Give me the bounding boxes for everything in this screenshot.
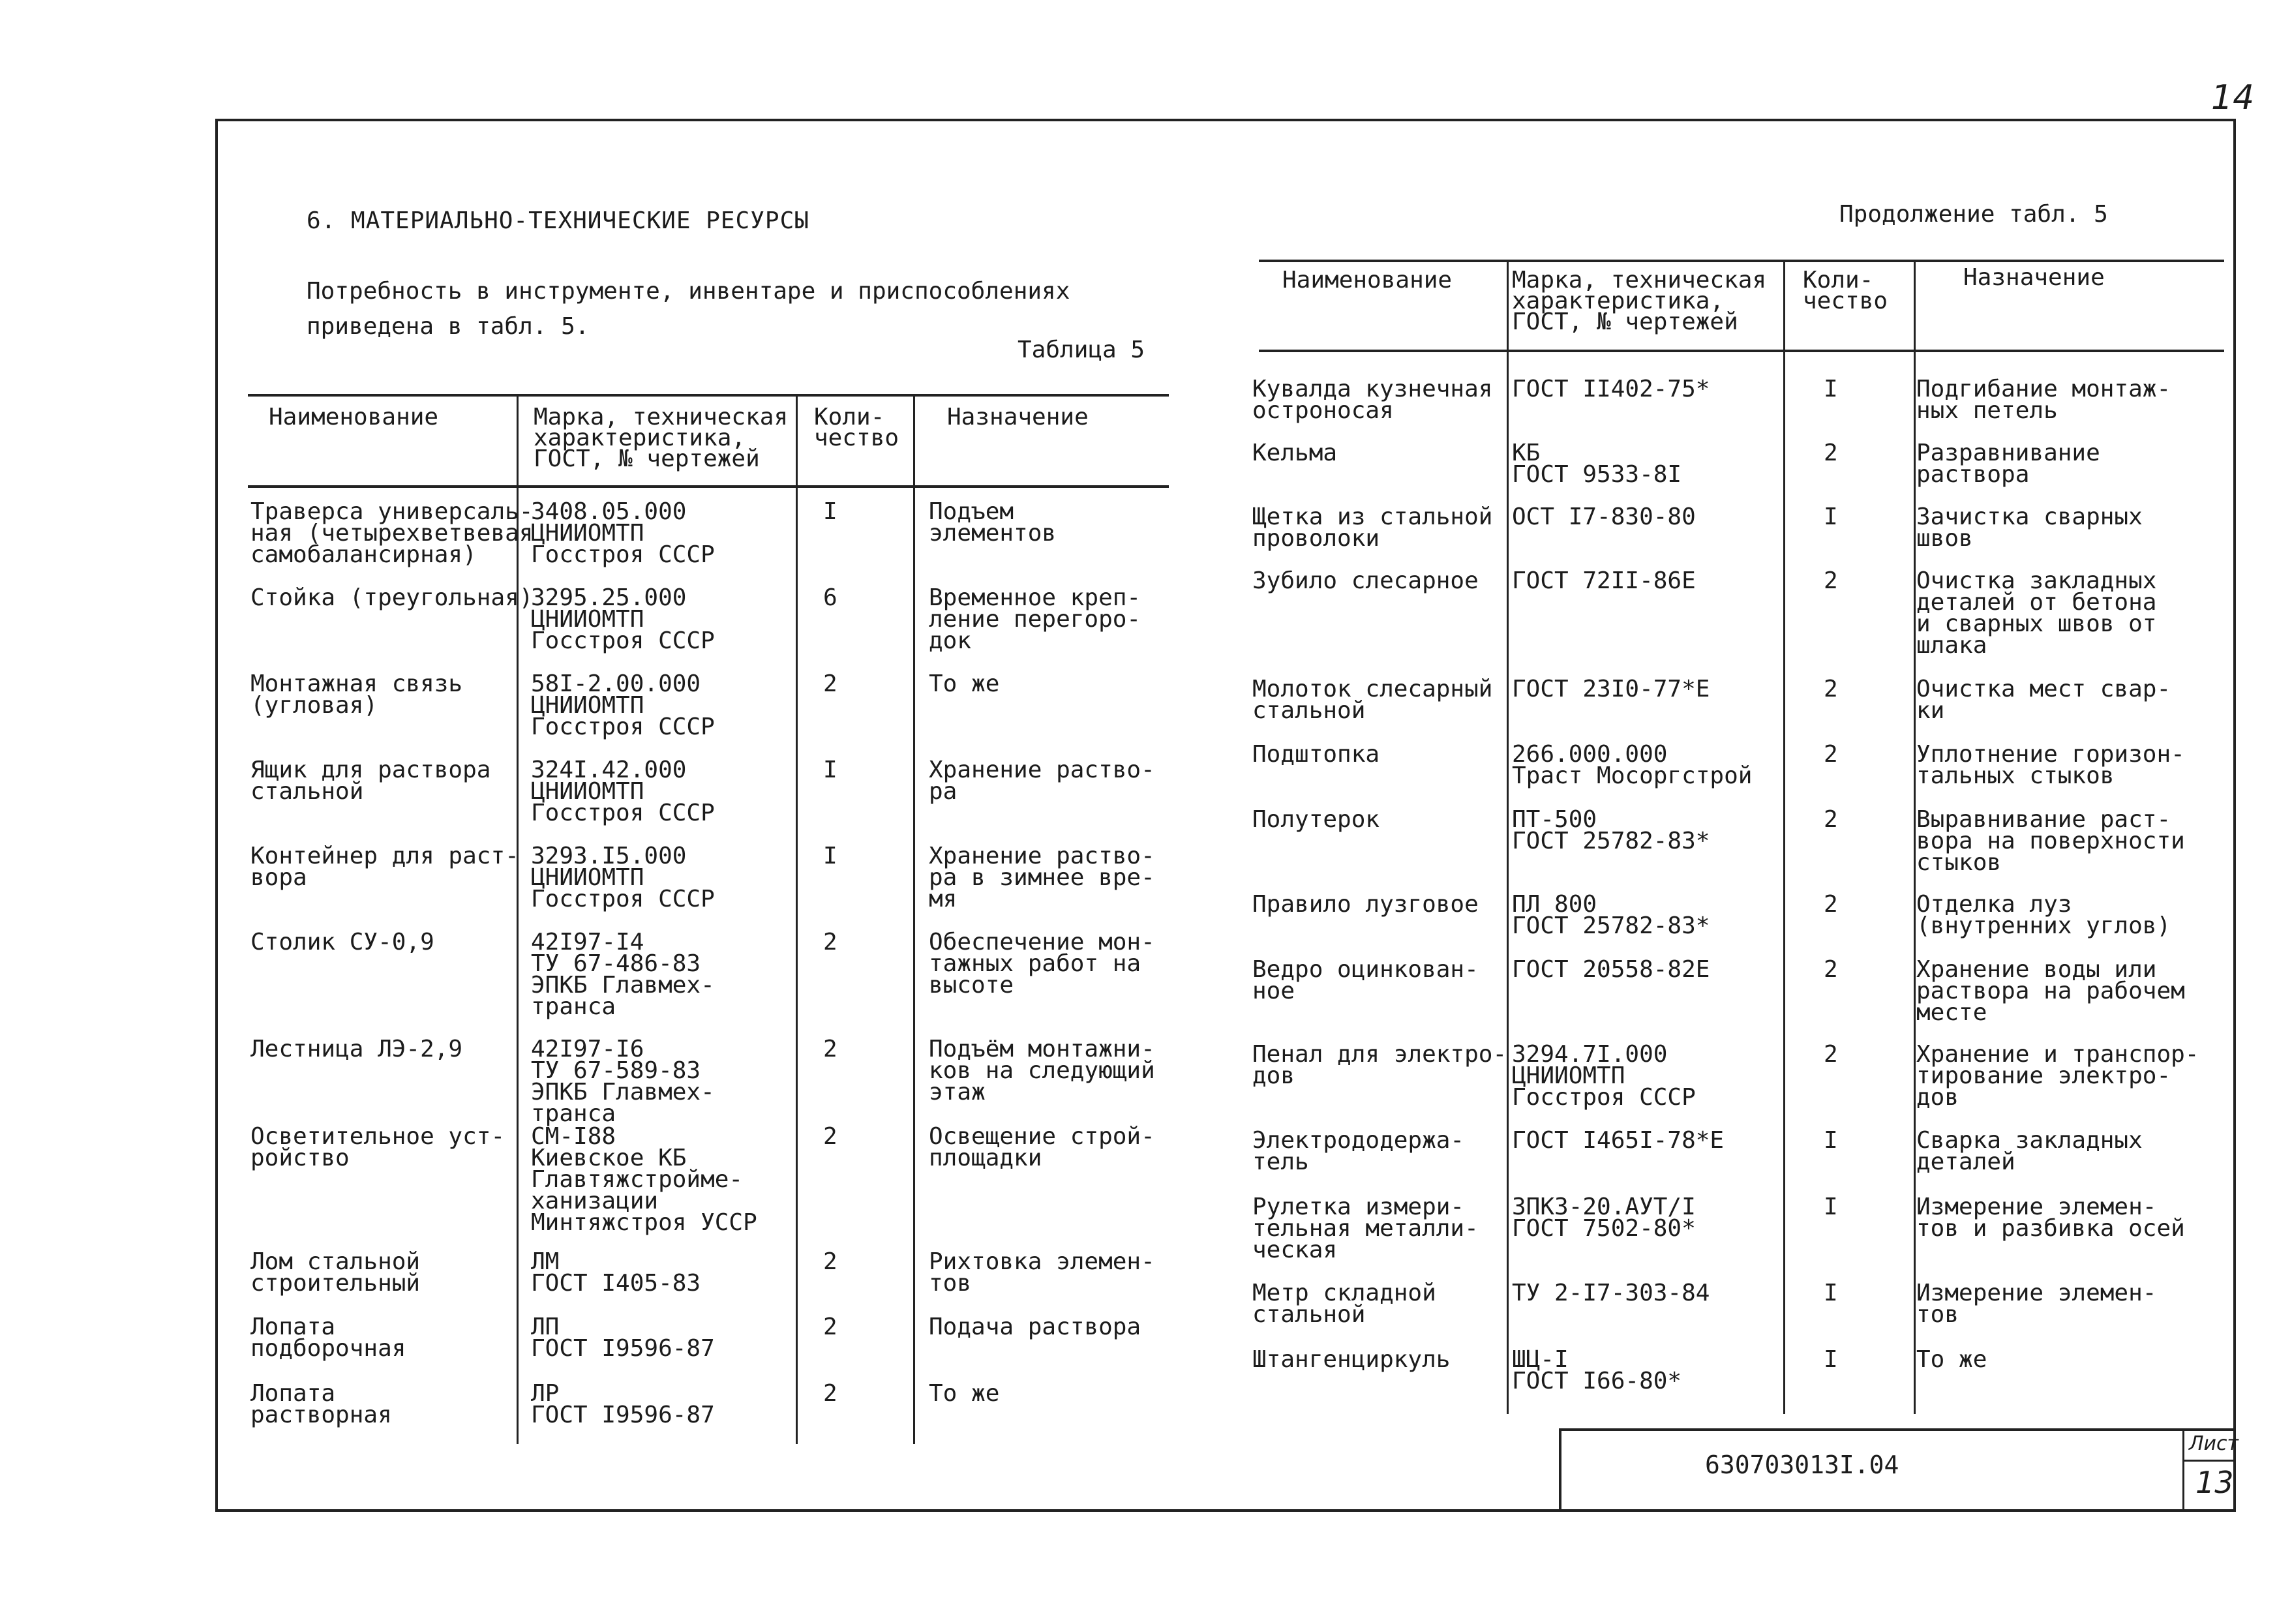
cell-mark: 3295.25.000 ЦНИИОМТП Госстроя СССР (531, 584, 715, 654)
header-qty: Коли- чество (1803, 267, 1888, 314)
cell-purpose: Хранение воды или раствора на рабочем месте (1916, 956, 2185, 1026)
cell-purpose: Освещение строй- площадки (929, 1123, 1155, 1171)
cell-mark: 3293.I5.000 ЦНИИОМТП Госстроя СССР (531, 843, 715, 912)
cell-name: Кувалда кузнечная остроносая (1252, 376, 1493, 424)
cell-mark: 42I97-I4 ТУ 67-486-83 ЭПКБ Главмех- транса (531, 929, 715, 1020)
cell-qty: I (1824, 504, 1838, 530)
document-code: 630703013I.04 (1705, 1451, 1899, 1479)
cell-mark: ПЛ 800 ГОСТ 25782-83* (1512, 891, 1710, 939)
header-mark: Марка, техническая характеристика, ГОСТ, № чертежей (534, 404, 789, 472)
cell-purpose: Разравнивание раствора (1916, 440, 2100, 488)
cell-name: Монтажная связь (угловая) (250, 670, 463, 719)
header-qty: Коли- чество (814, 404, 899, 451)
cell-name: Стойка (треугольная) (250, 584, 534, 611)
cell-purpose: Уплотнение горизон- тальных стыков (1916, 741, 2185, 789)
cell-name: Ящик для раствора стальной (250, 757, 491, 805)
cell-purpose: Хранение раство- ра в зимнее вре- мя (929, 843, 1155, 912)
cell-mark: ГОСТ I465I-78*Е (1512, 1127, 1725, 1154)
cell-name: Кельма (1252, 440, 1338, 466)
cell-mark: ЗПКЗ-20.АУТ/I ГОСТ 7502-80* (1512, 1194, 1696, 1242)
cell-mark: ШЦ-I ГОСТ I66-80* (1512, 1346, 1682, 1394)
cell-qty: 2 (1824, 891, 1838, 918)
cell-mark: СМ-I88 Киевское КБ Главтяжстройме- ханизации Минтяжстроя УССР (531, 1123, 757, 1236)
cell-purpose: То же (929, 670, 1000, 697)
cell-purpose: Обеспечение мон- тажных работ на высоте (929, 929, 1155, 999)
column-divider (913, 394, 915, 1444)
sheet-number: 13 (2195, 1465, 2234, 1500)
cell-name: Осветительное уст- ройство (250, 1123, 505, 1171)
cell-qty: I (823, 843, 837, 869)
cell-name: Штангенциркуль (1252, 1346, 1451, 1373)
cell-purpose: Временное креп- ление перегоро- док (929, 584, 1141, 654)
cell-purpose: Хранение и транспор- тирование электро- дов (1916, 1041, 2199, 1111)
cell-qty: 2 (1824, 440, 1838, 466)
cell-qty: 2 (1824, 741, 1838, 768)
cell-purpose: Выравнивание раст- вора на поверхности стыков (1916, 806, 2185, 876)
cell-name: Зубило слесарное (1252, 567, 1479, 594)
title-block (1559, 1428, 2239, 1511)
cell-name: Лом стальной строительный (250, 1248, 421, 1297)
sheet-label: Лист (2189, 1432, 2239, 1455)
cell-qty: 2 (823, 1036, 837, 1062)
column-divider (1914, 260, 1916, 1414)
cell-qty: 2 (1824, 567, 1838, 594)
cell-purpose: Подъем элементов (929, 498, 1057, 547)
cell-qty: 2 (823, 929, 837, 955)
cell-mark: ЛП ГОСТ I9596-87 (531, 1314, 715, 1362)
table-header-rule (248, 485, 1169, 488)
cell-qty: 2 (823, 1380, 837, 1407)
cell-mark: 3408.05.000 ЦНИИОМТП Госстроя СССР (531, 498, 715, 568)
cell-qty: 2 (823, 1123, 837, 1150)
table-top-rule (248, 394, 1169, 397)
cell-name: Лопата растворная (250, 1380, 392, 1428)
cell-qty: I (1824, 1280, 1838, 1306)
cell-purpose: Рихтовка элемен- тов (929, 1248, 1155, 1297)
cell-mark: КБ ГОСТ 9533-8I (1512, 440, 1682, 488)
cell-qty: I (823, 757, 837, 783)
cell-name: Полутерок (1252, 806, 1380, 833)
cell-qty: 6 (823, 584, 837, 611)
continuation-caption: Продолжение табл. 5 (1839, 201, 2108, 228)
cell-purpose: Подъём монтажни- ков на следующий этаж (929, 1036, 1155, 1105)
cell-purpose: Хранение раство- ра (929, 757, 1155, 805)
cell-purpose: То же (929, 1380, 1000, 1407)
cell-purpose: Очистка мест свар- ки (1916, 676, 2171, 724)
cell-name: Электрододержа- тель (1252, 1127, 1465, 1175)
cell-purpose: Очистка закладных деталей от бетона и сварных швов от шлака (1916, 567, 2157, 659)
cell-mark: ТУ 2-I7-303-84 (1512, 1280, 1710, 1306)
header-name: Наименование (1282, 267, 1453, 293)
table-header-rule (1259, 350, 2224, 352)
cell-name: Ведро оцинкован- ное (1252, 956, 1479, 1004)
header-purpose: Назначение (1963, 264, 2105, 291)
cell-mark: ГОСТ 72II-86Е (1512, 567, 1696, 594)
cell-name: Щетка из стальной проволоки (1252, 504, 1493, 552)
cell-name: Пенал для электро- дов (1252, 1041, 1507, 1089)
title-block-divider (2182, 1431, 2184, 1511)
cell-qty: 2 (1824, 956, 1838, 983)
cell-mark: ЛМ ГОСТ I405-83 (531, 1248, 701, 1297)
cell-qty: 2 (1824, 676, 1838, 702)
header-purpose: Назначение (947, 404, 1089, 430)
cell-name: Контейнер для раст- вора (250, 843, 519, 891)
cell-purpose: Отделка луз (внутренних углов) (1916, 891, 2171, 939)
table-caption: Таблица 5 (1018, 337, 1145, 363)
cell-purpose: Измерение элемен- тов и разбивка осей (1916, 1194, 2185, 1242)
column-divider (796, 394, 798, 1444)
cell-qty: I (1824, 1346, 1838, 1373)
cell-name: Рулетка измери- тельная металли- ческая (1252, 1194, 1479, 1263)
cell-purpose: Зачистка сварных швов (1916, 504, 2143, 552)
table-top-rule (1259, 260, 2224, 262)
cell-name: Лестница ЛЭ-2,9 (250, 1036, 463, 1062)
cell-name: Траверса универсаль- ная (четырехветвевая самобалансирная) (250, 498, 534, 568)
cell-purpose: Подача раствора (929, 1314, 1141, 1340)
cell-name: Лопата подборочная (250, 1314, 406, 1362)
cell-mark: ГОСТ II402-75* (1512, 376, 1710, 402)
cell-qty: I (1824, 1194, 1838, 1220)
cell-qty: 2 (823, 1248, 837, 1275)
title-block-rule (2182, 1460, 2233, 1462)
cell-name: Правило лузговое (1252, 891, 1479, 918)
column-divider (1507, 260, 1509, 1414)
cell-name: Молоток слесарный стальной (1252, 676, 1493, 724)
cell-mark: ПТ-500 ГОСТ 25782-83* (1512, 806, 1710, 854)
cell-qty: I (823, 498, 837, 525)
cell-purpose: То же (1916, 1346, 1987, 1373)
cell-mark: 42I97-I6 ТУ 67-589-83 ЭПКБ Главмех- транса (531, 1036, 715, 1127)
header-mark: Марка, техническая характеристика, ГОСТ, № чертежей (1512, 267, 1767, 335)
cell-qty: 2 (1824, 806, 1838, 833)
cell-purpose: Подгибание монтаж- ных петель (1916, 376, 2171, 424)
cell-mark: 266.000.000 Траст Мосоргстрой (1512, 741, 1753, 789)
cell-mark: ГОСТ 20558-82Е (1512, 956, 1710, 983)
cell-mark: ЛР ГОСТ I9596-87 (531, 1380, 715, 1428)
column-divider (1783, 260, 1785, 1414)
cell-mark: ГОСТ 23I0-77*Е (1512, 676, 1710, 702)
cell-mark: 3294.7I.000 ЦНИИОМТП Госстроя СССР (1512, 1041, 1696, 1111)
header-name: Наименование (269, 404, 439, 430)
cell-name: Подштопка (1252, 741, 1380, 768)
cell-name: Метр складной стальной (1252, 1280, 1436, 1328)
cell-name: Столик СУ-0,9 (250, 929, 434, 955)
cell-mark: 58I-2.00.000 ЦНИИОМТП Госстроя СССР (531, 670, 715, 740)
page-number: 14 (2211, 78, 2255, 117)
cell-qty: I (1824, 376, 1838, 402)
intro-paragraph: Потребность в инструменте, инвентаре и приспособлениях приведена в табл. 5. (307, 278, 1070, 340)
cell-mark: ОСТ I7-830-80 (1512, 504, 1696, 530)
cell-mark: 324I.42.000 ЦНИИОМТП Госстроя СССР (531, 757, 715, 826)
cell-purpose: Измерение элемен- тов (1916, 1280, 2157, 1328)
cell-qty: 2 (823, 1314, 837, 1340)
cell-purpose: Сварка закладных деталей (1916, 1127, 2143, 1175)
cell-qty: I (1824, 1127, 1838, 1154)
cell-qty: 2 (823, 670, 837, 697)
cell-qty: 2 (1824, 1041, 1838, 1068)
section-title: 6. МАТЕРИАЛЬНО-ТЕХНИЧЕСКИЕ РЕСУРСЫ (307, 207, 809, 234)
